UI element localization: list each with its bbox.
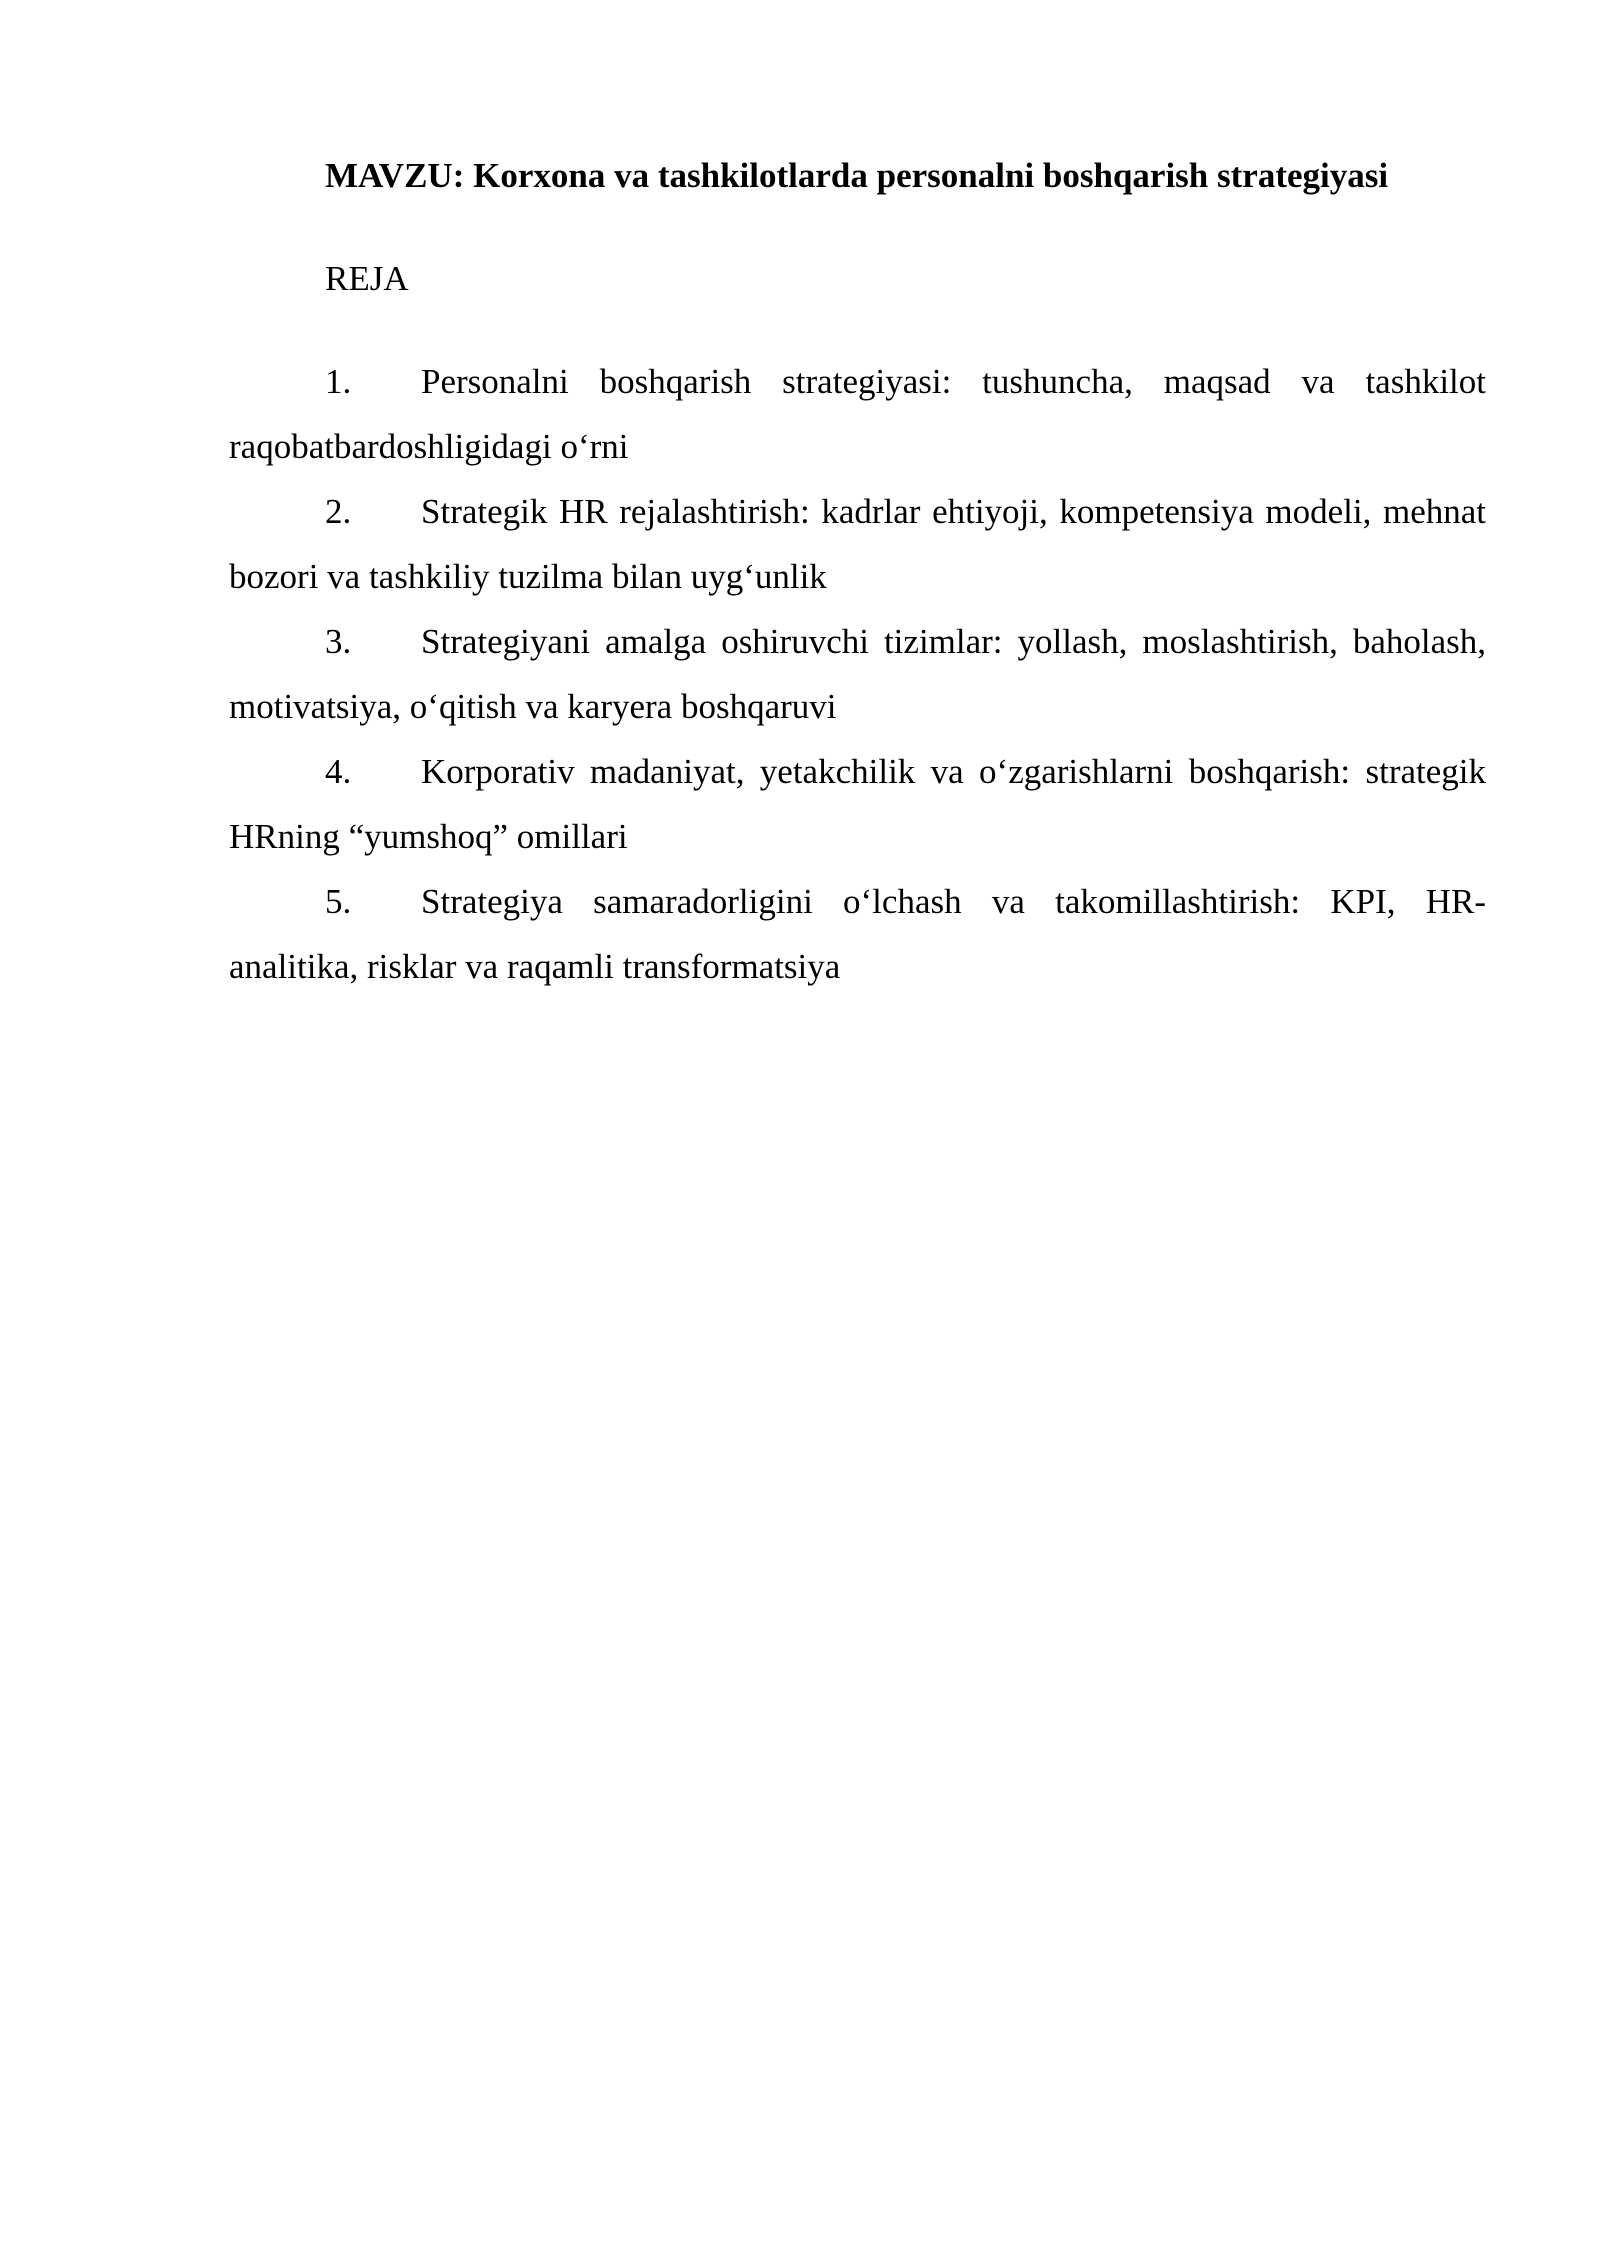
plan-item-text: Strategik HR rejalashtirish: kadrlar ehtiyoji, kompetensiya modeli, mehnat bozori va tashkiliy tuzilma bilan uyg‘unlik bbox=[229, 492, 1486, 596]
document-title: MAVZU: Korxona va tashkilotlarda personalni boshqarish strategiyasi bbox=[325, 156, 1389, 195]
plan-item-text: Personalni boshqarish strategiyasi: tushuncha, maqsad va tashkilot raqobatbardoshligidagi o‘rni bbox=[229, 362, 1486, 466]
plan-list bbox=[229, 349, 1486, 999]
plan-item-text: Strategiya samaradorligini o‘lchash va takomillashtirish: KPI, HR-analitika, risklar va raqamli transformatsiya bbox=[229, 882, 1486, 986]
document-body bbox=[229, 143, 1486, 999]
plan-item-text: Strategiyani amalga oshiruvchi tizimlar: yollash, moslashtirish, baholash, motivatsiya, o‘qitish va karyera boshqaruvi bbox=[229, 622, 1486, 726]
plan-item bbox=[229, 609, 1486, 739]
plan-item bbox=[229, 869, 1486, 999]
plan-item bbox=[229, 479, 1486, 609]
plan-item-number: 3. bbox=[325, 622, 352, 661]
plan-heading: REJA bbox=[325, 259, 409, 298]
plan-item-number: 4. bbox=[325, 752, 352, 791]
plan-item-number: 2. bbox=[325, 492, 352, 531]
plan-item-number: 1. bbox=[325, 362, 352, 401]
plan-item bbox=[229, 349, 1486, 479]
plan-item-text: Korporativ madaniyat, yetakchilik va o‘zgarishlarni boshqarish: strategik HRning “yumshoq” omillari bbox=[229, 752, 1486, 856]
plan-item-number: 5. bbox=[325, 882, 352, 921]
plan-item bbox=[229, 739, 1486, 869]
